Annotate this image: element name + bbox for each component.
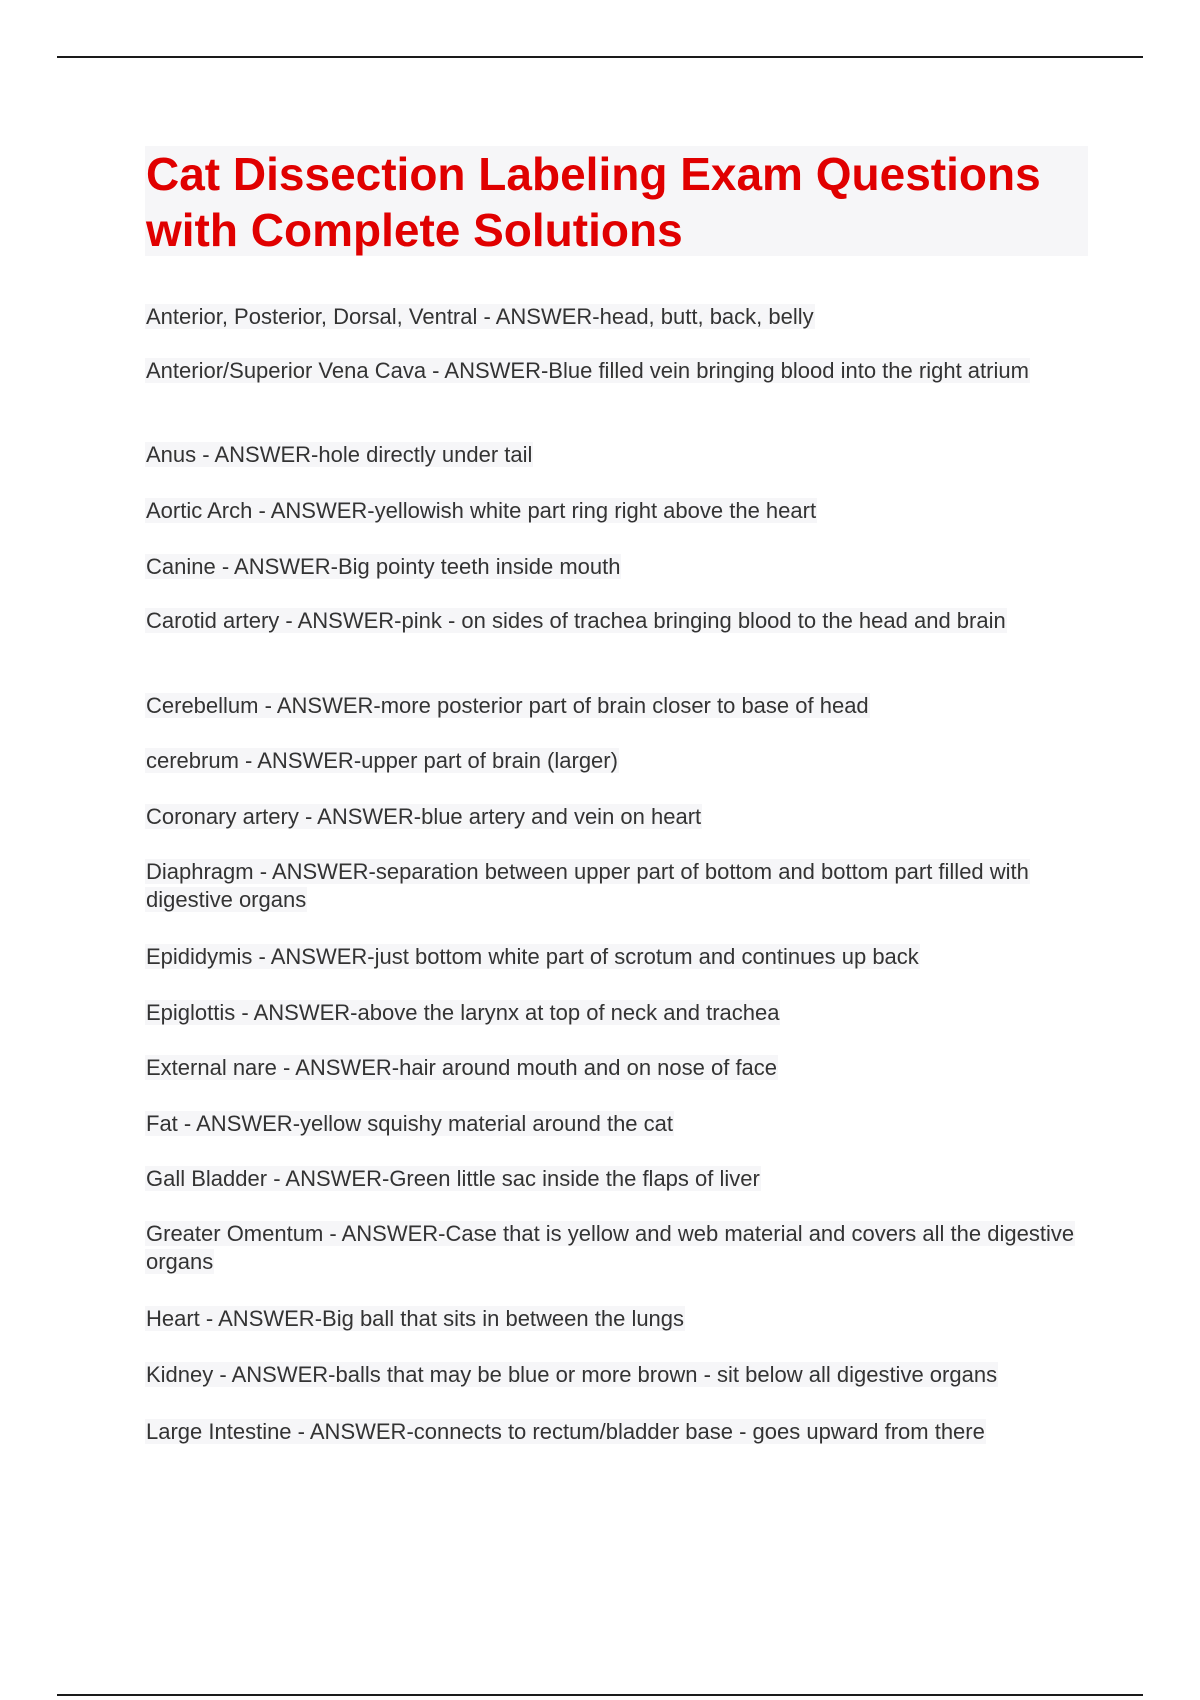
qa-separator: - ANSWER- (298, 804, 422, 829)
qa-answer: Green little sac inside the flaps of liver (389, 1166, 760, 1191)
qa-term: Large Intestine (146, 1419, 292, 1444)
title-line-1: Cat Dissection Labeling Exam Questions (146, 148, 1041, 200)
qa-separator: - ANSWER- (215, 554, 338, 579)
qa-answer: yellowish white part ring right above the heart (374, 498, 817, 523)
qa-entry (145, 1361, 1105, 1389)
qa-answer: balls that may be blue or more brown - sit below all digestive organs (335, 1362, 998, 1387)
qa-entry (145, 1165, 1105, 1193)
qa-answer: Blue filled vein bringing blood into the right atrium (548, 358, 1029, 383)
qa-answer: connects to rectum/bladder base - goes upward from there (413, 1419, 985, 1444)
qa-separator: - ANSWER- (279, 608, 402, 633)
qa-term: Coronary artery (146, 804, 299, 829)
qa-separator: - ANSWER- (238, 748, 362, 773)
footer-rule (57, 1694, 1143, 1696)
qa-separator: - ANSWER- (291, 1419, 414, 1444)
qa-separator: - ANSWER- (199, 1306, 323, 1331)
qa-separator: - ANSWER- (276, 1055, 400, 1080)
qa-separator: - ANSWER- (213, 1362, 336, 1387)
qa-separator: - ANSWER- (258, 693, 381, 718)
qa-entry (145, 357, 1105, 385)
qa-term: cerebrum (146, 748, 239, 773)
qa-entry (145, 497, 1105, 525)
qa-answer: upper part of brain (larger) (361, 748, 618, 773)
qa-entry (145, 1220, 1105, 1276)
qa-entry (145, 1110, 1105, 1138)
qa-term: Heart (146, 1306, 200, 1331)
qa-answer: above the larynx at top of neck and trachea (357, 1000, 780, 1025)
qa-separator: - ANSWER- (426, 358, 549, 383)
qa-answer: more posterior part of brain closer to base of head (380, 693, 869, 718)
qa-answer: just bottom white part of scrotum and continues up back (374, 944, 919, 969)
qa-term: Epididymis (146, 944, 253, 969)
qa-separator: - ANSWER- (253, 859, 376, 884)
qa-separator: - ANSWER- (196, 442, 319, 467)
qa-answer: pink - on sides of trachea bringing blood to the head and brain (401, 608, 1006, 633)
qa-term: Anterior, Posterior, Dorsal, Ventral (146, 304, 478, 329)
qa-entry (145, 999, 1105, 1027)
qa-term: External nare (146, 1055, 277, 1080)
qa-answer: hole directly under tail (318, 442, 533, 467)
qa-term: Kidney (146, 1362, 214, 1387)
qa-answer: yellow squishy material around the cat (300, 1111, 673, 1136)
qa-entry (145, 303, 1105, 331)
qa-entry (145, 1305, 1105, 1333)
qa-separator: - ANSWER- (477, 304, 600, 329)
qa-entry (145, 747, 1105, 775)
header-rule (57, 56, 1143, 58)
qa-term: Cerebellum (146, 693, 259, 718)
qa-separator: - ANSWER- (252, 498, 375, 523)
qa-entry (145, 607, 1105, 635)
qa-term: Epiglottis (146, 1000, 236, 1025)
qa-term: Canine (146, 554, 216, 579)
qa-term: Anus (146, 442, 197, 467)
qa-term: Greater Omentum (146, 1221, 324, 1246)
qa-entry (145, 441, 1105, 469)
qa-term: Carotid artery (146, 608, 280, 633)
qa-entry (145, 1418, 1105, 1446)
qa-separator: - ANSWER- (267, 1166, 390, 1191)
qa-answer: blue artery and vein on heart (421, 804, 702, 829)
qa-answer: Big ball that sits in between the lungs (322, 1306, 685, 1331)
qa-term: Aortic Arch (146, 498, 253, 523)
qa-term: Diaphragm (146, 859, 254, 884)
qa-entry (145, 1054, 1105, 1082)
title-line-2: with Complete Solutions (146, 204, 683, 256)
qa-answer: head, butt, back, belly (599, 304, 814, 329)
qa-separator: - ANSWER- (177, 1111, 301, 1136)
document-title (146, 146, 1106, 258)
qa-term: Gall Bladder (146, 1166, 268, 1191)
qa-separator: - ANSWER- (235, 1000, 358, 1025)
qa-term: Fat (146, 1111, 178, 1136)
qa-entry (145, 553, 1105, 581)
qa-entry (145, 803, 1105, 831)
qa-answer: separation between upper part of bottom and bottom part filled with digestive organs (146, 859, 1029, 912)
qa-entry (145, 943, 1105, 971)
qa-answer: Case that is yellow and web material and covers all the digestive organs (146, 1221, 1075, 1274)
qa-answer: Big pointy teeth inside mouth (337, 554, 621, 579)
qa-separator: - ANSWER- (252, 944, 375, 969)
qa-separator: - ANSWER- (323, 1221, 446, 1246)
qa-term: Anterior/Superior Vena Cava (146, 358, 427, 383)
qa-answer: hair around mouth and on nose of face (399, 1055, 778, 1080)
qa-entry (145, 692, 1105, 720)
qa-entry (145, 858, 1105, 914)
